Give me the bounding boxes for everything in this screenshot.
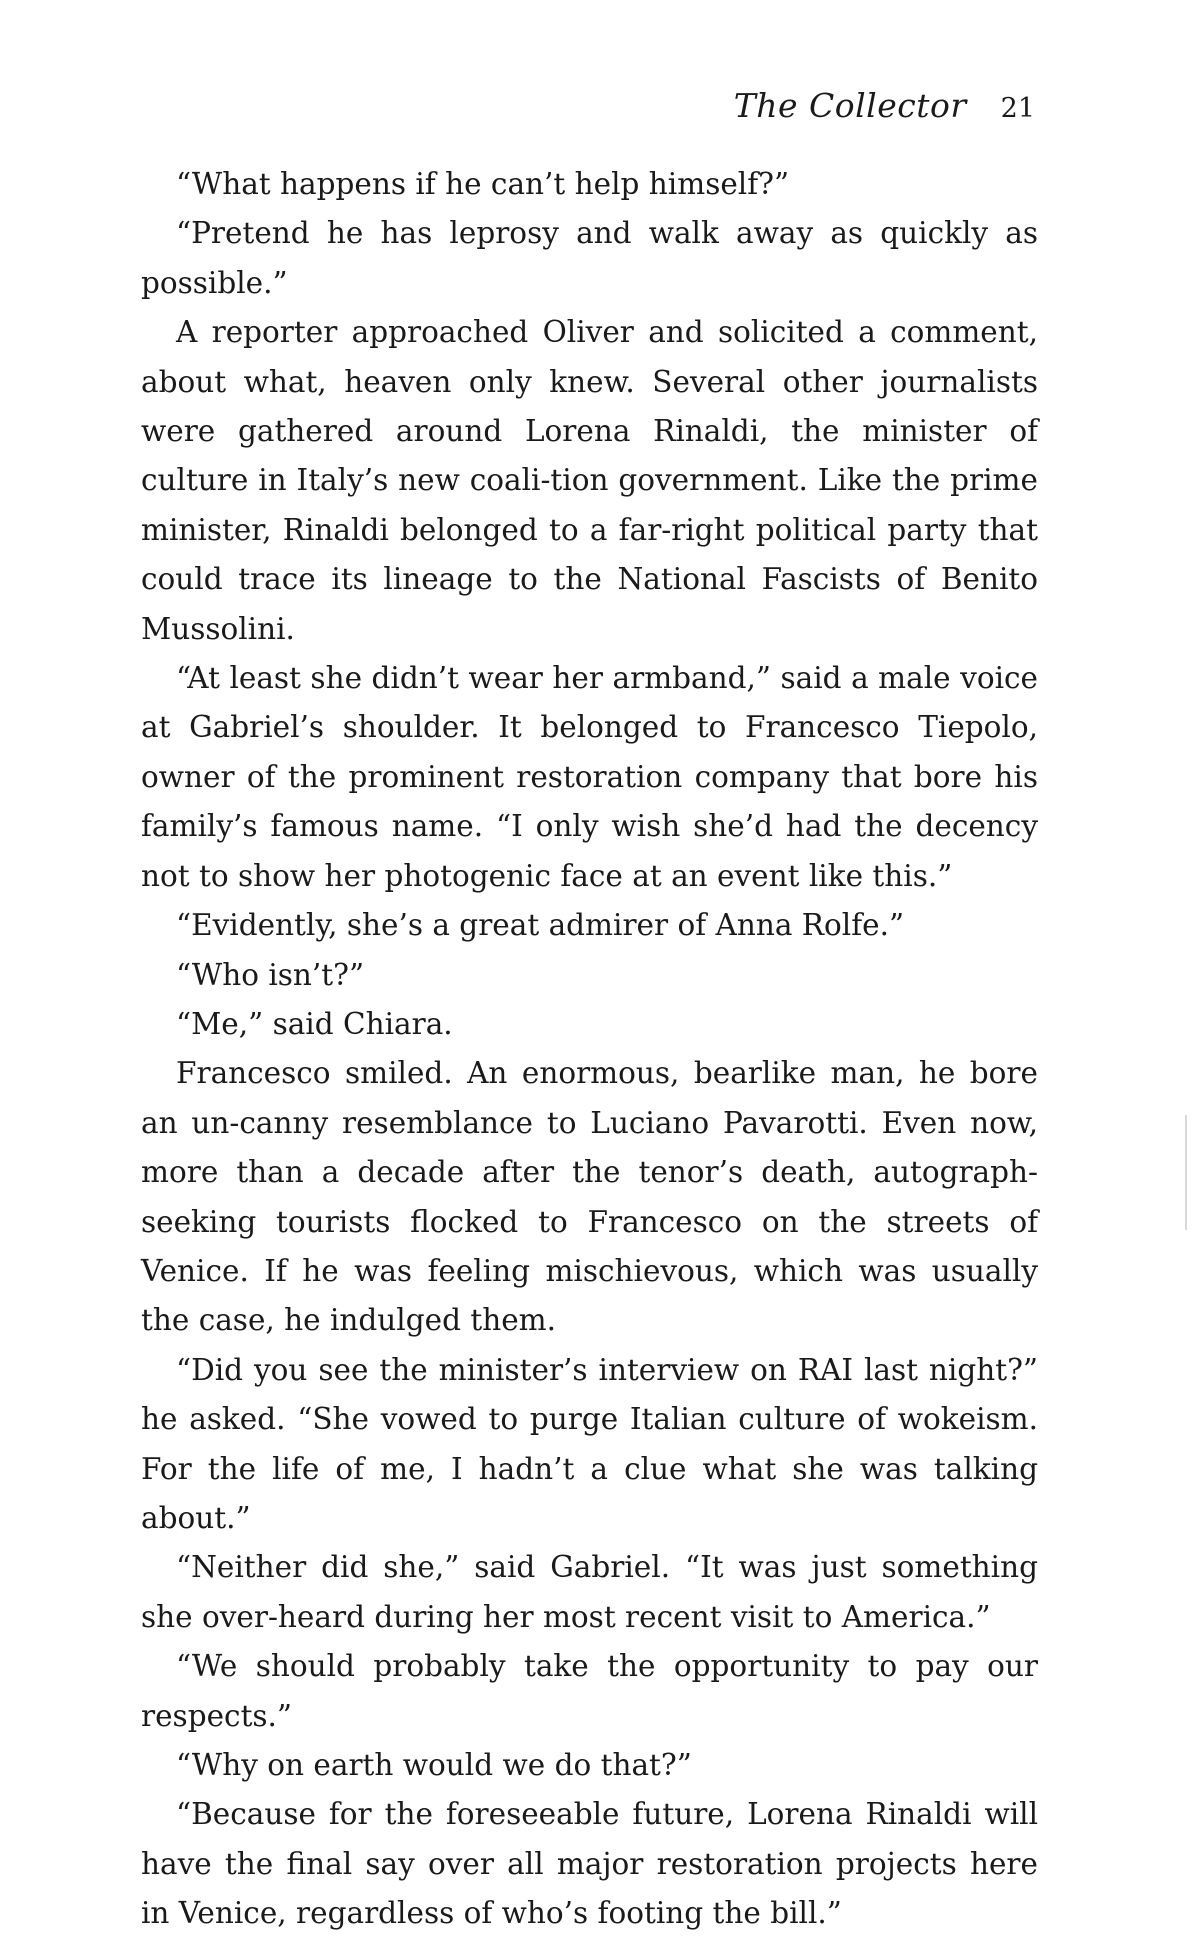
paragraph-11: “We should probably take the opportunity to pay our respects.” xyxy=(141,1649,1038,1733)
scan-edge-mark xyxy=(1185,1115,1187,1230)
paragraph-10: “Neither did she,” said Gabriel. “It was just something she over-heard during her most recent visit to America.” xyxy=(141,1550,1038,1634)
paragraph-6: “Who isn’t?” xyxy=(176,957,365,992)
book-title: The Collector xyxy=(733,86,967,125)
paragraph-1: “What happens if he can’t help himself?” xyxy=(176,167,790,201)
paragraph-4: “At least she didn’t wear her armband,” said a male voice at Gabriel’s shoulder. It belonged to Francesco Tiepolo, owner of the prominent restoration company that bore his family’s famous name. “I only wish she’d had the decency not to show her photogenic face at an event like this.” xyxy=(141,661,1038,893)
paragraph-2: “Pretend he has leprosy and walk away as quickly as possible.” xyxy=(141,216,1038,300)
paragraph-8: Francesco smiled. An enormous, bearlike man, he bore an un-canny resemblance to Luciano Pavarotti. Even now, more than a decade after the tenor’s death, autograph-seeking tourists flocked to Francesco on the streets of Venice. If he was feeling mischievous, which was usually the case, he indulged them. xyxy=(141,1056,1038,1338)
body-text xyxy=(141,160,1038,1939)
paragraph-13: “Because for the foreseeable future, Lorena Rinaldi will have the final say over all major restoration projects here in Venice, regardless of who’s footing the bill.” xyxy=(141,1797,1038,1931)
paragraph-5: “Evidently, she’s a great admirer of Anna Rolfe.” xyxy=(176,908,905,943)
paragraph-12: “Why on earth would we do that?” xyxy=(176,1748,692,1782)
page-number: 21 xyxy=(1000,93,1035,124)
paragraph-3: A reporter approached Oliver and solicited a comment, about what, heaven only knew. Several other journalists were gathered around Lorena Rinaldi, the minister of culture in Italy’s new coali-tion government. Like the prime minister, Rinaldi belonged to a far-right political party that could trace its lineage to the National Fascists of Benito Mussolini. xyxy=(141,315,1038,646)
paragraph-9: “Did you see the minister’s interview on RAI last night?” he asked. “She vowed to purge Italian culture of wokeism. For the life of me, I hadn’t a clue what she was talking about.” xyxy=(141,1352,1038,1535)
running-head xyxy=(734,86,1035,129)
paragraph-7: “Me,” said Chiara. xyxy=(176,1006,453,1041)
